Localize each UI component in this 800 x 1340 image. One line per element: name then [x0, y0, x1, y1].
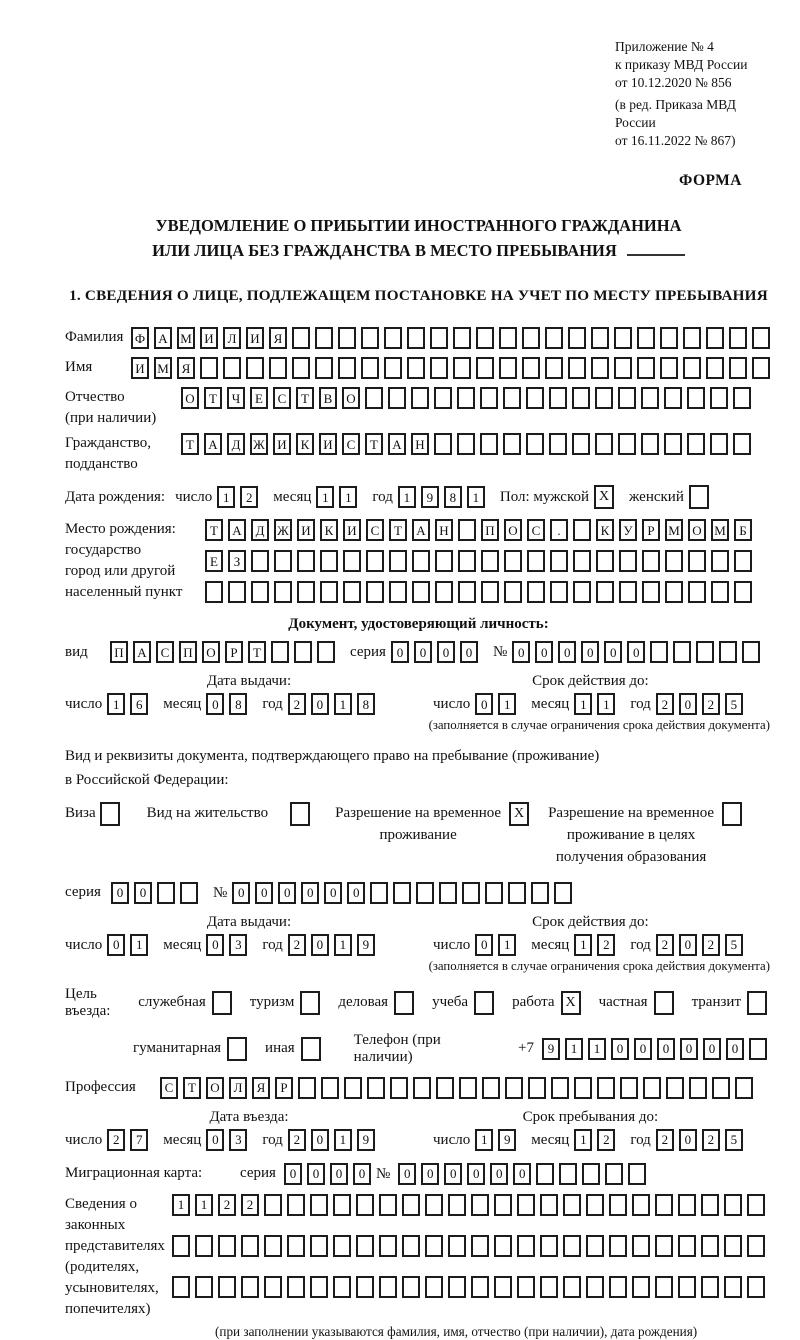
residence-issue-day[interactable]: 0 1	[107, 934, 153, 956]
purpose-work-checkbox[interactable]: X	[561, 991, 586, 1015]
form-title	[65, 214, 772, 264]
birthplace-fields	[205, 519, 757, 612]
residence-permit-option	[147, 802, 315, 826]
birth-day-field[interactable]: 1 2	[217, 486, 263, 508]
sex-female-label: женский	[629, 489, 684, 506]
visit-purpose-row2: гуманитарная иная Телефон (при наличии) +7 9 1 1 0 0 0 0 0 0	[133, 1032, 772, 1066]
sex-male-checkbox[interactable]: X	[594, 485, 619, 509]
residence-doc-intro: Вид и реквизиты документа, подтверждающего право на пребывание (проживание) в Российской Федерации:	[65, 748, 600, 788]
temp-residence-label: Разрешение на временное проживание	[335, 804, 502, 843]
purpose-study-checkbox[interactable]	[474, 991, 499, 1015]
residence-issue-date: Дата выдачи: число 0 1 месяц 0 3 год 2 0 1 9	[65, 914, 433, 956]
migration-card-row: Миграционная карта: серия 0 0 0 0 № 0 0 0 0 0 0	[65, 1163, 772, 1185]
birth-year-field[interactable]: 1 9 8 1	[398, 486, 490, 508]
day-word: число	[175, 489, 213, 506]
residence-doc-series-row: серия 0 0 № 0 0 0 0 0 0	[65, 882, 772, 904]
identity-doc-dates	[65, 673, 772, 715]
residence-valid-note: (заполняется в случае ограничения срока действия документа)	[428, 958, 770, 973]
doc-issue-year[interactable]: 2 0 1 8	[288, 693, 380, 715]
phone-prefix: +7	[518, 1040, 534, 1057]
representatives-note: (при заполнении указываются фамилия, имя, отчество (при наличии), дата рождения)	[215, 1323, 698, 1339]
birth-month-field[interactable]: 1 1	[316, 486, 362, 508]
birthdate-label: Дата рождения:	[65, 488, 166, 505]
birthplace-line3[interactable]	[205, 581, 757, 603]
annex-line: Приложение № 4	[615, 39, 714, 54]
year-word: год	[372, 489, 393, 506]
doc-series-field[interactable]: 0 0 0 0	[391, 641, 483, 663]
representatives-line2[interactable]	[172, 1235, 770, 1257]
temp-residence-edu-label: Разрешение на временное проживание в целях получения образования	[548, 804, 715, 865]
temp-residence-option	[335, 802, 534, 846]
identity-doc-row	[65, 641, 772, 663]
purpose-commercial-checkbox[interactable]	[394, 991, 419, 1015]
residence-number-field[interactable]: 0 0 0 0 0 0	[232, 882, 577, 904]
temp-residence-edu-option	[548, 802, 747, 868]
sex-female-checkbox[interactable]	[689, 485, 714, 509]
profession-label: Профессия	[65, 1078, 136, 1095]
doc-issue-month[interactable]: 0 8	[206, 693, 252, 715]
citizenship-row	[65, 433, 772, 475]
residence-valid-date: Срок действия до: число 0 1 месяц 1 2 год 2 0 2 5	[433, 914, 748, 956]
doc-kind-field[interactable]: П А С П О Р Т	[110, 641, 340, 663]
entry-date: Дата въезда: число 2 7 месяц 0 3 год 2 0 1 9	[65, 1109, 433, 1151]
residence-valid-day[interactable]: 0 1	[475, 934, 521, 956]
purpose-transit-checkbox[interactable]	[747, 991, 772, 1015]
doc-number-field[interactable]: 0 0 0 0 0 0	[512, 641, 765, 663]
amendment-line: (в ред. Приказа МВД России	[615, 97, 736, 131]
patronymic-field[interactable]: О Т Ч Е С Т В О	[181, 387, 756, 409]
form-title-line1: УВЕДОМЛЕНИЕ О ПРИБЫТИИ ИНОСТРАННОГО ГРАЖДАНИНА	[155, 215, 682, 235]
blank-underline	[627, 240, 685, 256]
residence-permit-checkbox[interactable]	[290, 802, 315, 826]
doc-issue-date: Дата выдачи: число 1 6 месяц 0 8 год 2 0 1 8	[65, 673, 433, 715]
phone-field[interactable]: 9 1 1 0 0 0 0 0 0	[542, 1038, 772, 1060]
order-line: к приказу МВД России	[615, 56, 748, 72]
profession-field[interactable]: С Т О Л Я Р	[160, 1077, 758, 1099]
migration-number-field[interactable]: 0 0 0 0 0 0	[398, 1163, 651, 1185]
firstname-row	[65, 357, 772, 379]
patronymic-label: Отчество (при наличии)	[65, 389, 157, 427]
month-word: месяц	[273, 489, 312, 506]
surname-row	[65, 327, 772, 349]
stay-month[interactable]: 1 2	[574, 1129, 620, 1151]
birthplace-label: Место рождения: государство город или другой населенный пункт	[65, 521, 183, 601]
residence-issue-year[interactable]: 2 0 1 9	[288, 934, 380, 956]
migration-series-field[interactable]: 0 0 0 0	[284, 1163, 376, 1185]
citizenship-label: Гражданство, подданство	[65, 435, 152, 473]
entry-day[interactable]: 2 7	[107, 1129, 153, 1151]
temp-residence-checkbox[interactable]: X	[509, 802, 534, 826]
forma-label: ФОРМА	[678, 171, 742, 189]
residence-valid-year[interactable]: 2 0 2 5	[656, 934, 748, 956]
doc-valid-month[interactable]: 1 1	[574, 693, 620, 715]
firstname-field[interactable]: И М Я	[131, 357, 775, 379]
representatives-fields	[172, 1194, 770, 1307]
purpose-business-checkbox[interactable]	[212, 991, 237, 1015]
sex-label: Пол: мужской	[499, 489, 590, 506]
doc-valid-year[interactable]: 2 0 2 5	[656, 693, 748, 715]
form-title-line2: ИЛИ ЛИЦА БЕЗ ГРАЖДАНСТВА В МЕСТО ПРЕБЫВАНИЯ	[65, 239, 772, 264]
phone-label: Телефон (при наличии)	[353, 1031, 441, 1065]
temp-residence-edu-checkbox[interactable]	[722, 802, 747, 826]
amendment-date-line: от 16.11.2022 № 867)	[615, 133, 736, 149]
residence-permit-label: Вид на жительство	[146, 804, 269, 821]
doc-valid-note: (заполняется в случае ограничения срока действия документа)	[428, 718, 770, 733]
residence-series-field[interactable]: 0 0	[111, 882, 203, 904]
entry-month[interactable]: 0 3	[206, 1129, 252, 1151]
number-word: №	[492, 644, 508, 661]
doc-kind-label: вид	[65, 643, 88, 660]
residence-valid-month[interactable]: 1 2	[574, 934, 620, 956]
migration-card-label: Миграционная карта:	[65, 1165, 203, 1182]
birthplace-line2[interactable]: Е З	[205, 550, 757, 572]
residence-doc-dates	[65, 914, 772, 956]
representatives-line3[interactable]	[172, 1276, 770, 1298]
identity-doc-heading: Документ, удостоверяющий личность:	[288, 616, 549, 633]
firstname-label: Имя	[65, 359, 93, 376]
stay-day[interactable]: 1 9	[475, 1129, 521, 1151]
residence-doc-types	[65, 802, 772, 868]
visa-option	[65, 802, 125, 826]
entry-year[interactable]: 2 0 1 9	[288, 1129, 380, 1151]
doc-issue-day[interactable]: 1 6	[107, 693, 153, 715]
purpose-tourism-checkbox[interactable]	[300, 991, 325, 1015]
doc-valid-date: Срок действия до: число 0 1 месяц 1 1 год 2 0 2 5	[433, 673, 748, 715]
representatives-row	[65, 1194, 772, 1320]
purpose-other-checkbox[interactable]	[301, 1037, 326, 1061]
profession-row	[65, 1077, 772, 1099]
doc-valid-day[interactable]: 0 1	[475, 693, 521, 715]
stay-until-date: Срок пребывания до: число 1 9 месяц 1 2 год 2 0 2 5	[433, 1109, 748, 1151]
doc-valid-title: Срок действия до:	[532, 673, 649, 690]
series-word: серия	[350, 644, 386, 661]
patronymic-row	[65, 387, 772, 429]
purpose-humanitarian-checkbox[interactable]	[227, 1037, 252, 1061]
residence-issue-month[interactable]: 0 3	[206, 934, 252, 956]
order-date-line: от 10.12.2020 № 856	[615, 74, 732, 90]
citizenship-field[interactable]: Т А Д Ж И К И С Т А Н	[181, 433, 756, 455]
visa-label: Виза	[65, 804, 96, 821]
visit-purpose-label: Цель въезда:	[65, 985, 111, 1019]
birthdate-row	[65, 485, 772, 509]
section1-heading: 1. СВЕДЕНИЯ О ЛИЦЕ, ПОДЛЕЖАЩЕМ ПОСТАНОВКЕ НА УЧЕТ ПО МЕСТУ ПРЕБЫВАНИЯ	[69, 287, 768, 305]
surname-field[interactable]: Ф А М И Л И Я	[131, 327, 775, 349]
entry-dates	[65, 1109, 772, 1151]
birthplace-row	[65, 519, 772, 612]
visit-purpose-row: Цель въезда: служебная туризм деловая учеба работа X частная транзит	[65, 986, 772, 1020]
doc-issue-title: Дата выдачи:	[206, 673, 292, 690]
purpose-private-checkbox[interactable]	[654, 991, 679, 1015]
visa-checkbox[interactable]	[100, 802, 125, 826]
representatives-line1[interactable]: 1 1 2 2	[172, 1194, 770, 1216]
surname-label: Фамилия	[65, 329, 124, 346]
stay-year[interactable]: 2 0 2 5	[656, 1129, 748, 1151]
header-note	[615, 38, 772, 150]
representatives-label: Сведения о законных представителях (родителях, усыновителях, попечителях)	[65, 1195, 165, 1317]
birthplace-line1[interactable]: Т А Д Ж И К И С Т А Н П О С . К У Р М О М Б	[205, 519, 757, 541]
